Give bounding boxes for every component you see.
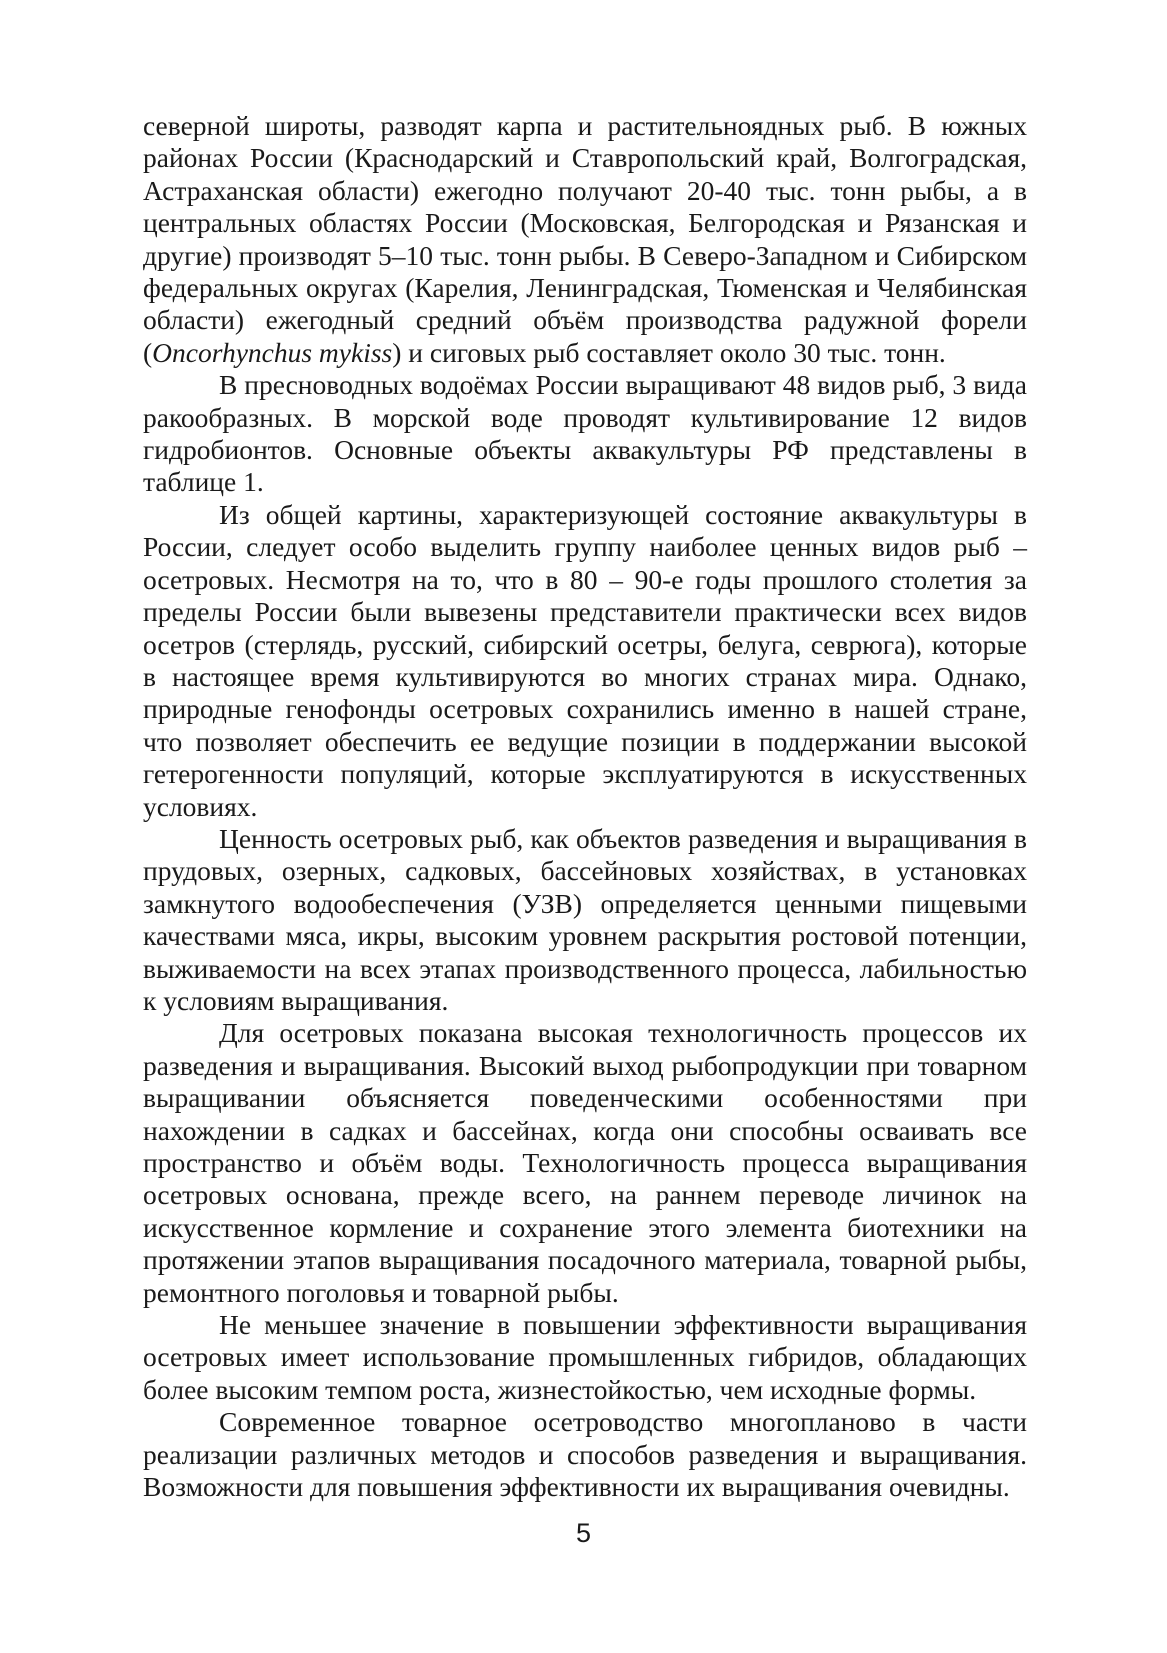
paragraph-species-count: В пресноводных водоёмах России выращивают 48 видов рыб, 3 вида ракообразных. В морской воде проводят культивирование 12 видов гидробионтов. Основные объекты аквакультуры РФ представлены в таблице 1. bbox=[143, 369, 1027, 498]
paragraph-sturgeon-value: Ценность осетровых рыб, как объектов разведения и выращивания в прудовых, озерных, садковых, бассейновых хозяйствах, в установках замкнутого водообеспечения (УЗВ) определяется ценными пищевыми качествами мяса, икры, высоким уровнем раскрытия ростовой потенции, выживаемости на всех этапах производственного процесса, лабильностью к условиям выращивания. bbox=[143, 822, 1027, 1016]
paragraph-continuation bbox=[143, 110, 1027, 369]
paragraph-technology: Для осетровых показана высокая технологичность процессов их разведения и выращивания. Высокий выход рыбопродукции при товарном выращивании объясняется поведенческими особенностями при нахождении в садках и бассейнах, когда они способны осваивать все пространство и объём воды. Технологичность процесса выращивания осетровых основана, прежде всего, на раннем переводе личинок на искусственное кормление и сохранение этого элемента биотехники на протяжении этапов выращивания посадочного материала, товарной рыбы, ремонтного поголовья и товарной рыбы. bbox=[143, 1017, 1027, 1308]
page-number: 5 bbox=[575, 1518, 592, 1548]
paragraph-hybrids: Не меньшее значение в повышении эффективности выращивания осетровых имеет использование промышленных гибридов, обладающих более высоким темпом роста, жизнестойкостью, чем исходные формы. bbox=[143, 1309, 1027, 1405]
document-body bbox=[143, 110, 1027, 1503]
paragraph-text: ) и сиговых рыб составляет около 30 тыс. тонн. bbox=[392, 336, 946, 368]
paragraph-modern-farming: Современное товарное осетроводство многопланово в части реализации различных методов и способов разведения и выращивания. Возможности для повышения эффективности их выращивания очевидны. bbox=[143, 1406, 1027, 1503]
species-name-italic: Oncorhynchus mykiss bbox=[152, 336, 393, 368]
paragraph-text: северной широты, разводят карпа и растительноядных рыб. В южных районах России (Краснодарский и Ставропольский край, Волгоградская, Астраханская области) ежегодно получают 20-40 тыс. тонн рыбы, а в центральных областях России (Московская, Белгородская и Рязанская и другие) производят 5–10 тыс. тонн рыбы. В Северо-Западном и Сибирском федеральных округах (Карелия, Ленинградская, Тюменская и Челябинская области) ежегодный средний объём производства радужной форели ( bbox=[143, 110, 1027, 368]
paragraph-sturgeon-overview: Из общей картины, характеризующей состояние аквакультуры в России, следует особо выделить группу наиболее ценных видов рыб – осетровых. Несмотря на то, что в 80 – 90-е годы прошлого столетия за пределы России были вывезены представители практически всех видов осетров (стерлядь, русский, сибирский осетры, белуга, севрюга), которые в настоящее время культивируются во многих странах мира. Однако, природные генофонды осетровых сохранились именно в нашей стране, что позволяет обеспечить ее ведущие позиции в поддержании высокой гетерогенности популяций, которые эксплуатируются в искусственных условиях. bbox=[143, 498, 1027, 822]
